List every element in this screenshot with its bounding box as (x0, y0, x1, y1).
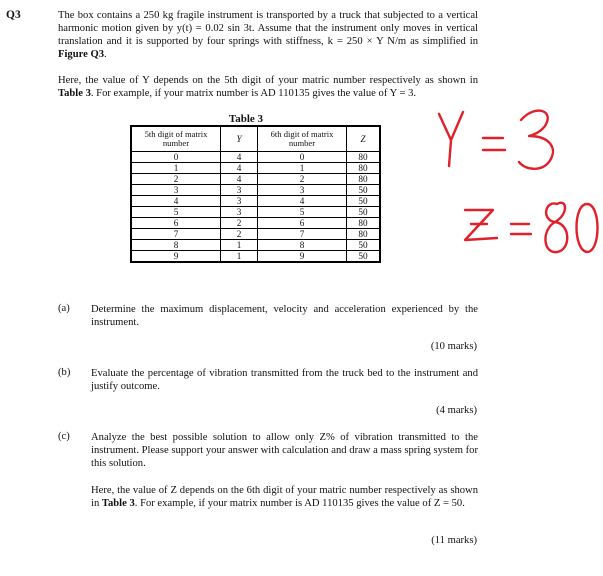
handwritten-y-equals-3 (439, 111, 553, 169)
cell-y: 3 (221, 207, 258, 218)
cell-5th-digit: 7 (131, 229, 221, 240)
intro-end: . (104, 49, 107, 60)
y-note (58, 74, 478, 100)
table-row (131, 196, 380, 207)
part-b-marks: (4 marks) (436, 405, 477, 416)
cell-5th-digit: 4 (131, 196, 221, 207)
header-6th-digit: 6th digit of matrix number (258, 126, 347, 152)
part-c-text: Analyze the best possible solution to allow only Z% of vibration transmitted to the instrument. Please support your answer with calculation and draw a mass spring system for this solution. (91, 432, 478, 469)
table-row (131, 240, 380, 251)
z-note (91, 484, 478, 510)
part-a-label: (a) (58, 303, 70, 314)
part-a-text: Determine the maximum displacement, velocity and acceleration experienced by the instrument. (91, 304, 478, 328)
cell-5th-digit: 3 (131, 185, 221, 196)
cell-y: 2 (221, 229, 258, 240)
y-note-post: . For example, if your matrix number is AD 110135 gives the value of Y = 3. (90, 88, 417, 99)
cell-z: 50 (347, 251, 381, 263)
cell-y: 1 (221, 240, 258, 251)
table-header-row (131, 126, 380, 152)
cell-5th-digit: 1 (131, 163, 221, 174)
header-y: Y (221, 126, 258, 152)
cell-6th-digit: 7 (258, 229, 347, 240)
cell-6th-digit: 0 (258, 152, 347, 163)
z-note-post: . For example, if your matrix number is AD 110135 gives the value of Z = 50. (134, 498, 465, 509)
table-row (131, 152, 380, 163)
table-row (131, 251, 380, 263)
handwritten-annotation (425, 100, 603, 280)
header-z: Z (347, 126, 381, 152)
table-row (131, 218, 380, 229)
question-intro (58, 9, 478, 61)
y-note-pre: Here, the value of Y depends on the 5th digit of your matric number respectively as shown in (58, 75, 478, 86)
part-c-label: (c) (58, 431, 70, 442)
z-note-pre: Here, the value of Z depends on the 6th digit of your matric number respectively as shown in (91, 485, 478, 509)
cell-z: 80 (347, 218, 381, 229)
question-number: Q3 (6, 9, 21, 21)
cell-z: 80 (347, 229, 381, 240)
table-row (131, 174, 380, 185)
header-5th-digit: 5th digit of matrix number (131, 126, 221, 152)
cell-5th-digit: 9 (131, 251, 221, 263)
table-body (131, 152, 380, 263)
z-note-table-ref: Table 3 (101, 498, 135, 509)
cell-5th-digit: 2 (131, 174, 221, 185)
cell-6th-digit: 2 (258, 174, 347, 185)
cell-y: 4 (221, 163, 258, 174)
cell-y: 3 (221, 185, 258, 196)
cell-z: 50 (347, 185, 381, 196)
cell-6th-digit: 1 (258, 163, 347, 174)
y-note-table-ref: Table 3 (58, 88, 91, 99)
figure-ref: Figure Q3 (58, 49, 105, 60)
cell-y: 2 (221, 218, 258, 229)
table-row (131, 185, 380, 196)
cell-5th-digit: 6 (131, 218, 221, 229)
table-row (131, 163, 380, 174)
cell-6th-digit: 5 (258, 207, 347, 218)
part-c-marks: (11 marks) (431, 535, 477, 546)
cell-5th-digit: 8 (131, 240, 221, 251)
cell-5th-digit: 0 (131, 152, 221, 163)
cell-6th-digit: 4 (258, 196, 347, 207)
cell-y: 4 (221, 152, 258, 163)
cell-y: 4 (221, 174, 258, 185)
handwritten-z-equals-80 (465, 203, 598, 252)
cell-z: 80 (347, 152, 381, 163)
table-row (131, 229, 380, 240)
cell-z: 80 (347, 163, 381, 174)
cell-6th-digit: 8 (258, 240, 347, 251)
hand-line1: Y = 3 (425, 277, 430, 279)
cell-z: 50 (347, 196, 381, 207)
cell-y: 1 (221, 251, 258, 263)
cell-6th-digit: 3 (258, 185, 347, 196)
cell-z: 50 (347, 240, 381, 251)
cell-y: 3 (221, 196, 258, 207)
cell-5th-digit: 5 (131, 207, 221, 218)
table-title: Table 3 (228, 113, 264, 125)
intro-text: The box contains a 250 kg fragile instrument is transported by a truck that subjected to a vertical harmonic motion given by y(t) = 0.02 sin 3t. Assume that the instrument only moves in vertical translation and it is supported by four springs with stiffness, k = 250 × Y N/m as simplified in (58, 10, 478, 47)
cell-z: 50 (347, 207, 381, 218)
part-a-marks: (10 marks) (430, 341, 477, 352)
part-b-text: Evaluate the percentage of vibration transmitted from the truck bed to the instrument and justify outcome. (91, 368, 478, 392)
cell-z: 80 (347, 174, 381, 185)
table-3 (130, 125, 381, 263)
cell-6th-digit: 6 (258, 218, 347, 229)
cell-6th-digit: 9 (258, 251, 347, 263)
hand-line2: Z (0, 0, 1, 1)
part-b-label: (b) (58, 367, 71, 378)
table-row (131, 207, 380, 218)
